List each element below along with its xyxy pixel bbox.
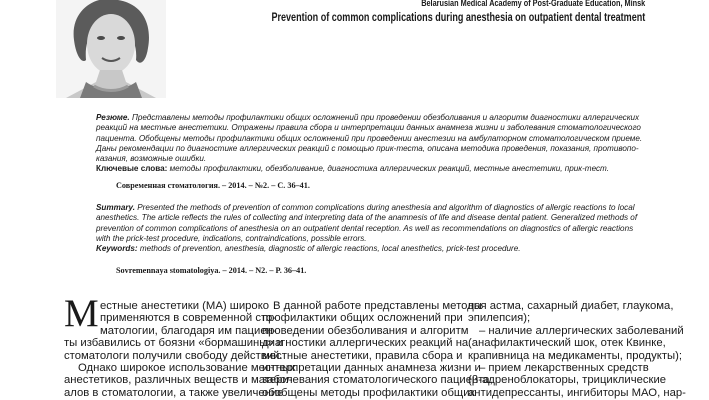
abstract-en-line: with the prick-test procedure, indications, contraindications, possible errors.: [96, 233, 367, 243]
abstract-ru-line: казания, возможные ошибки.: [96, 154, 207, 164]
abstract-en-label: Summary.: [96, 203, 135, 212]
abstract-ru: [96, 113, 650, 175]
abstract-ru-line: реакций на местные анестетики. Отражены правила сбора и интерпретации данных анамнеза жизни и заболевания стоматологического: [96, 123, 641, 133]
abstract-ru-line: Даны рекомендации по диагностике аллергических реакций с помощью прик-теста, описана методика проведения, показания, противопо-: [96, 143, 639, 153]
abstract-en-line: Presented the methods of prevention of common complications during anesthesia and algorithm of diagnostics of allergic reactions to local: [137, 203, 635, 212]
body-line: алов в стоматологии, а также увеличение: [64, 386, 284, 399]
body-column-3: [468, 300, 686, 399]
body-column-1: [64, 300, 296, 399]
citation-en: Sovremennaya stomatologiya. – 2014. – N2. – P. 36–41.: [116, 266, 307, 275]
body-line: ная астма, сахарный диабет, глаукома,: [468, 300, 674, 312]
abstract-ru-line: Представлены методы профилактики общих осложнений при проведении обезболивания и алгоритм диагностики аллергических: [131, 113, 640, 122]
abstract-ru-text: [96, 113, 650, 175]
author-photo: [56, 0, 166, 98]
body-line: анестетиков, различных веществ и матери-: [64, 374, 293, 387]
abstract-en-line: prevention of common complications of anesthesia on an outpatient dental reception. As well as recommendations on diagnostics of allergic reactions: [96, 223, 634, 233]
keywords-ru: методы профилактики, обезболивание, диагностика аллергических реакций, местные анестетики, прик-тест.: [169, 164, 609, 174]
body-line: проведении обезболивания и алгоритм: [262, 324, 469, 337]
keywords-ru-label: Ключевые слова:: [96, 164, 168, 174]
body-line: крапивница на медикаменты, продукты);: [468, 349, 683, 362]
body-line: эпилепсия);: [468, 312, 531, 325]
body-line: интерпретации данных анамнеза жизни и: [262, 362, 481, 375]
drop-cap: М: [64, 292, 99, 335]
body-line: антидепрессанты, ингибиторы МАО, нар-: [468, 386, 686, 399]
body-column-2: [262, 300, 493, 399]
body-line: применяются в современной сто-: [100, 312, 277, 325]
abstract-en: [96, 203, 650, 254]
body-line: обобщены методы профилактики общих: [262, 386, 476, 399]
author-portrait-image: [56, 0, 166, 98]
keywords-en-label: Keywords:: [96, 244, 138, 254]
body-line: профилактики общих осложнений при: [262, 312, 463, 325]
body-line: местные анестетики, правила сбора и: [262, 349, 463, 362]
abstract-ru-label: Резюме.: [96, 113, 130, 122]
body-line: В данной работе представлены методы: [273, 300, 482, 312]
abstract-ru-line: пациента. Обобщены методы профилактики общих осложнений при проведении анестезии на амбулаторном стоматологическом приеме.: [96, 133, 643, 143]
body-line: диагностики аллергических реакций на: [262, 337, 469, 350]
body-line: Однако широкое использование местных: [78, 362, 296, 375]
body-line: естные анестетики (МА) широко: [100, 300, 270, 312]
keywords-en: methods of prevention, anesthesia, diagnostic of allergic reactions, local anesthetics, prick-test procedure.: [139, 244, 521, 254]
body-line: заболевания стоматологического пациента,: [262, 374, 493, 387]
body-line: – прием лекарственных средств: [479, 362, 649, 375]
article-title-en: Prevention of common complications during anesthesia on outpatient dental treatment: [271, 11, 645, 24]
abstract-en-text: [96, 203, 650, 254]
body-line: (анафилактический шок, отек Квинке,: [468, 337, 666, 350]
affiliation-line: Belarusian Medical Academy of Post-Graduate Education, Minsk: [420, 0, 645, 8]
body-line: стоматологи получили свободу действий.: [64, 349, 283, 362]
citation-ru: Современная стоматология. – 2014. – №2. – С. 36–41.: [116, 181, 310, 190]
body-line: – наличие аллергических заболеваний: [479, 324, 684, 337]
body-line: матологии, благодаря им пациен-: [100, 324, 277, 337]
body-line: ты избавились от боязни «бормашины» и: [64, 337, 284, 350]
abstract-en-line: anesthetics. The article reflects the rules of collecting and interpreting data of the anamnesis of life and disease dental patient. Generalized methods of: [96, 213, 638, 223]
body-line: (β-адреноблокаторы, трициклические: [468, 374, 667, 387]
